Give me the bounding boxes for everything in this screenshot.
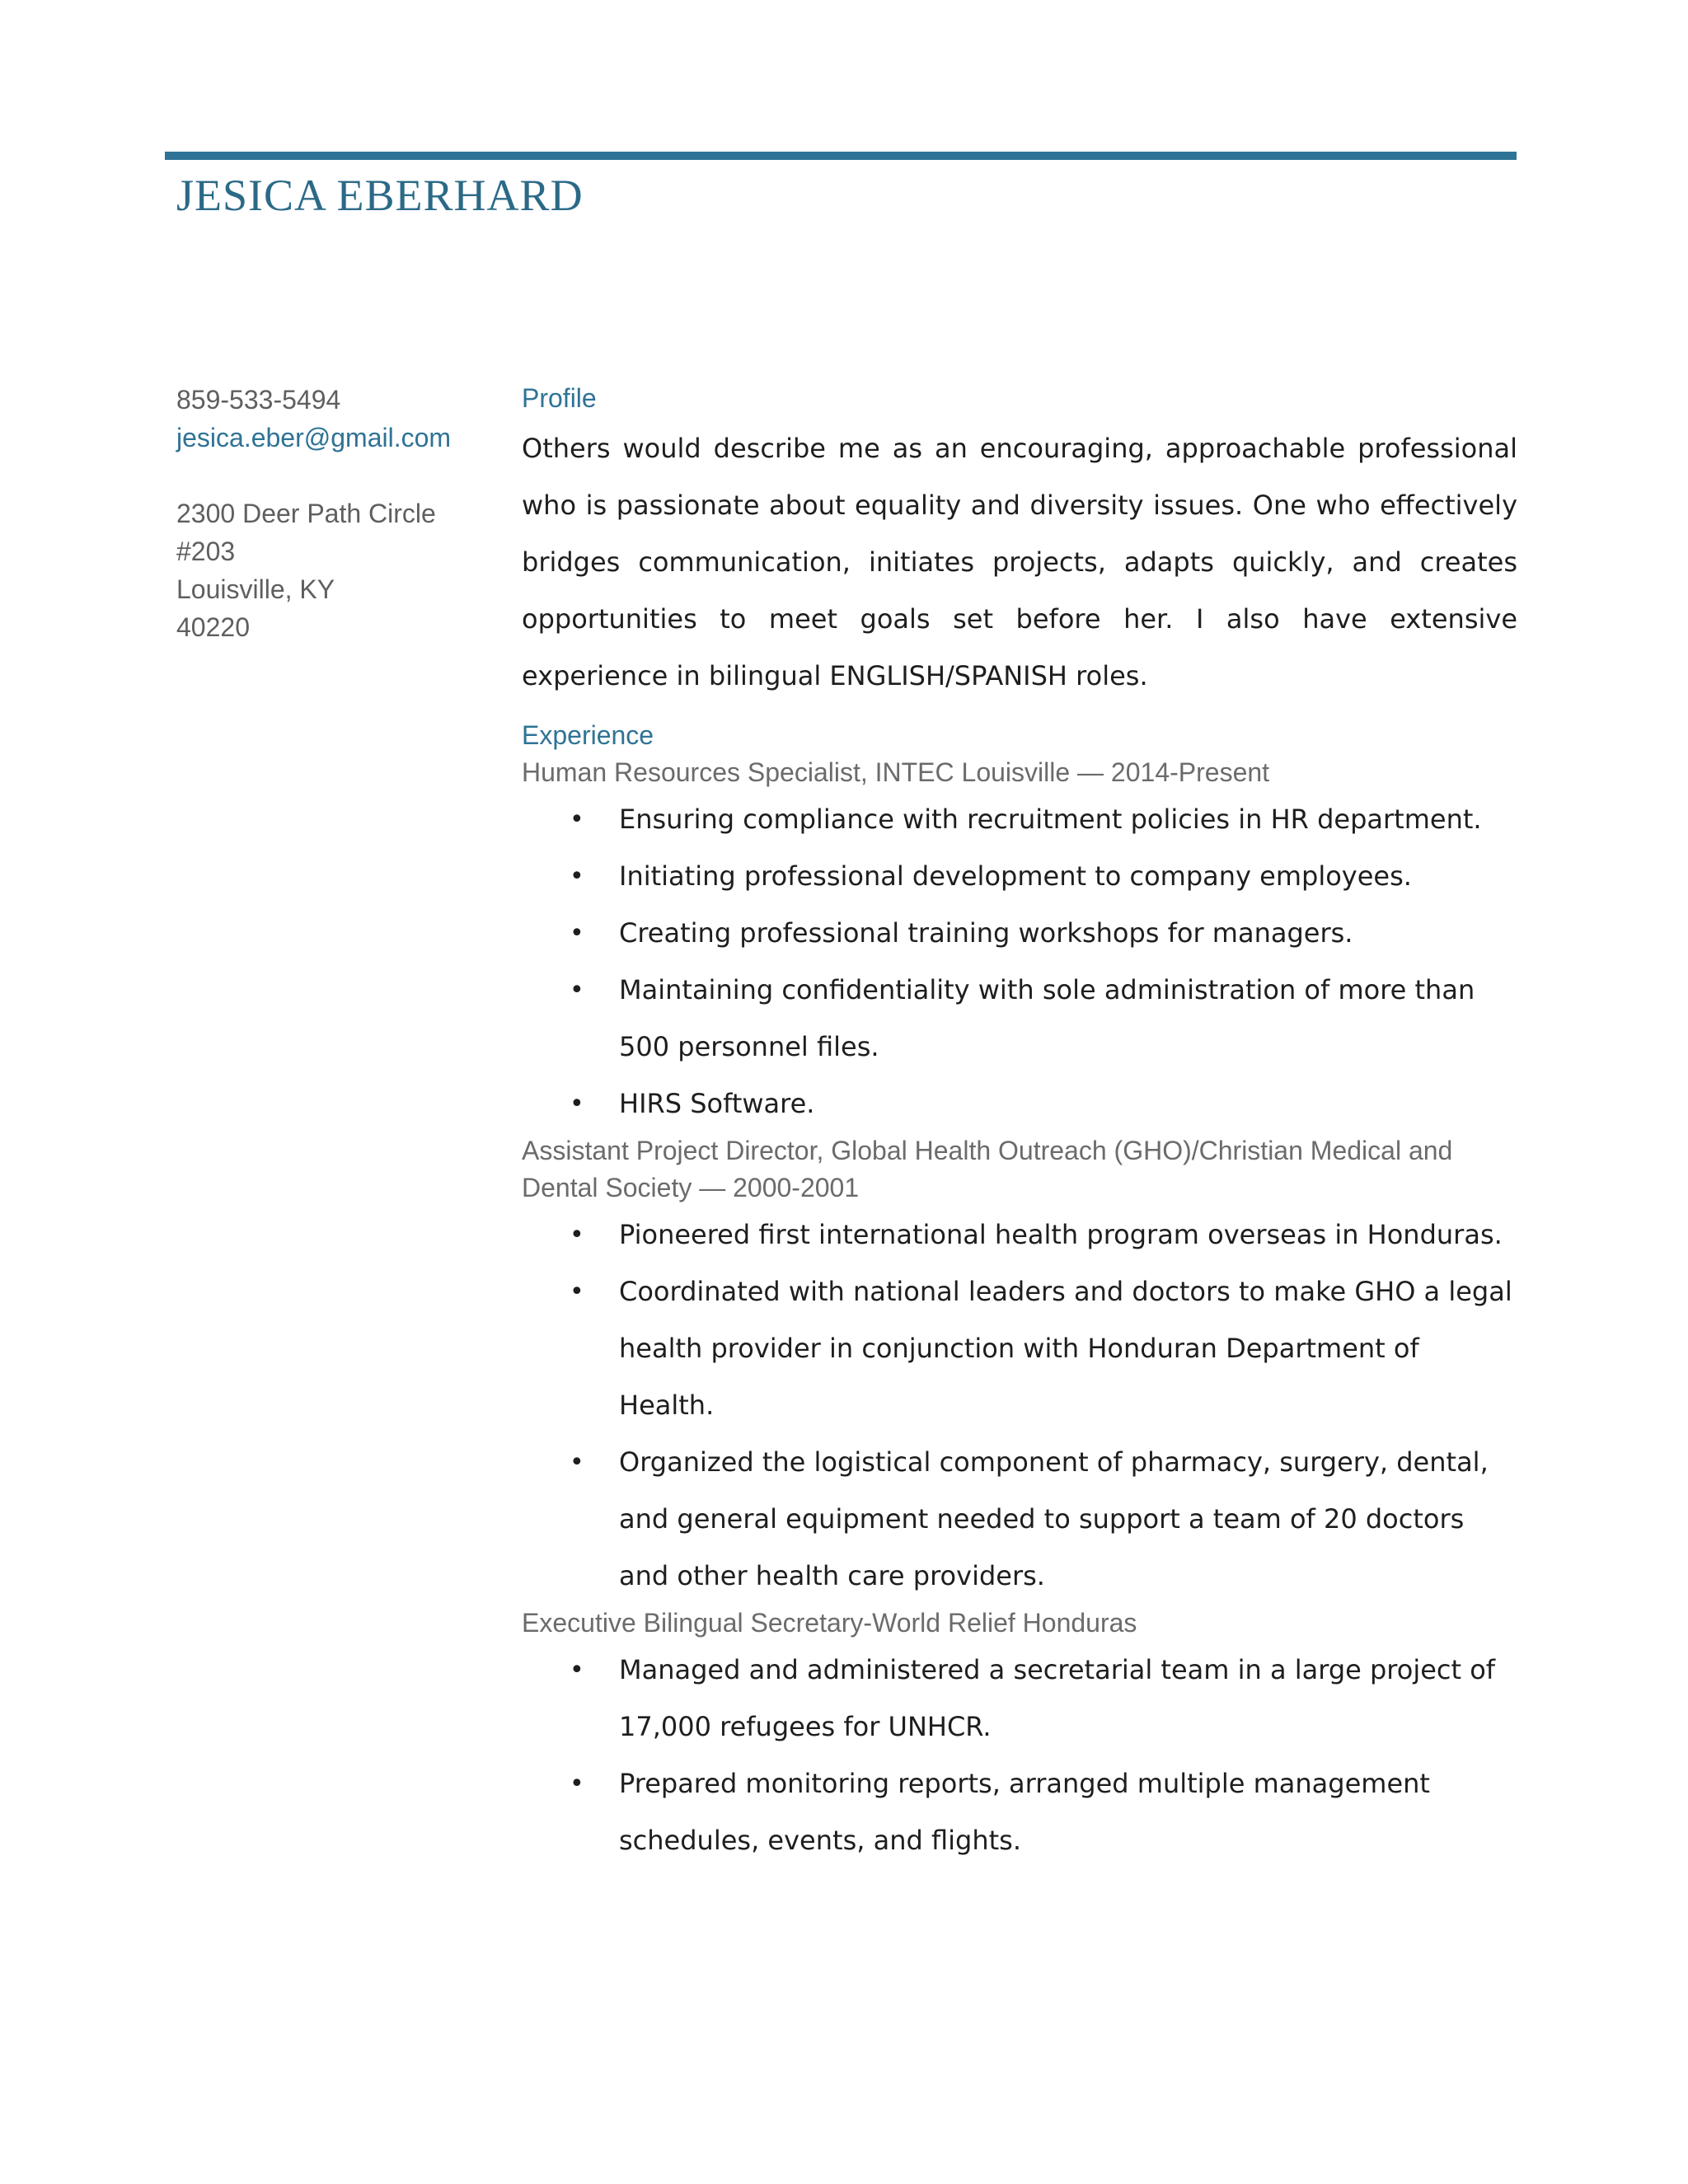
candidate-name: JESICA EBERHARD bbox=[176, 171, 584, 220]
job-title: Assistant Project Director, Global Health Outreach (GHO)/Christian Medical and Dental Society — 2000-2001 bbox=[522, 1136, 1453, 1202]
list-item-text: HIRS Software. bbox=[619, 1088, 815, 1119]
contact-spacer bbox=[176, 457, 490, 494]
address-line: #203 bbox=[176, 537, 236, 566]
list-item-text: Pioneered first international health program overseas in Honduras. bbox=[619, 1219, 1503, 1250]
phone-number: 859-533-5494 bbox=[176, 385, 341, 415]
bullet-icon: • bbox=[570, 1090, 584, 1118]
list-item bbox=[570, 1076, 1517, 1132]
list-item-text: Managed and administered a secretarial team in a large project of 17,000 refugees for UNHCR. bbox=[619, 1654, 1496, 1742]
list-item bbox=[570, 962, 1517, 1076]
job-bullet-list bbox=[522, 791, 1517, 1132]
address-line: 2300 Deer Path Circle bbox=[176, 499, 436, 528]
bullet-icon: • bbox=[570, 919, 584, 948]
job-bullet-list bbox=[522, 1642, 1517, 1869]
list-item bbox=[570, 905, 1517, 962]
list-item-text: Organized the logistical component of pharmacy, surgery, dental, and general equipment needed to support a team of 20 doctors and other health care providers. bbox=[619, 1446, 1489, 1591]
list-item bbox=[570, 1434, 1517, 1605]
header-divider bbox=[165, 152, 1517, 160]
job-entry bbox=[522, 1605, 1517, 1869]
address-line: Louisville, KY bbox=[176, 574, 335, 604]
list-item bbox=[570, 1207, 1517, 1263]
bullet-icon: • bbox=[570, 805, 584, 834]
list-item-text: Ensuring compliance with recruitment policies in HR department. bbox=[619, 804, 1482, 835]
job-bullet-list bbox=[522, 1207, 1517, 1605]
job-title: Executive Bilingual Secretary-World Relief Honduras bbox=[522, 1608, 1137, 1638]
profile-heading: Profile bbox=[522, 383, 597, 413]
list-item bbox=[570, 848, 1517, 905]
list-item-text: Prepared monitoring reports, arranged multiple management schedules, events, and flights. bbox=[619, 1768, 1430, 1856]
list-item bbox=[570, 1642, 1517, 1755]
list-item-text: Creating professional training workshops for managers. bbox=[619, 917, 1353, 949]
contact-column bbox=[176, 381, 490, 646]
email-link[interactable]: jesica.eber@gmail.com bbox=[176, 423, 452, 452]
list-item bbox=[570, 1755, 1517, 1869]
bullet-icon: • bbox=[570, 1448, 584, 1477]
list-item-text: Coordinated with national leaders and doctors to make GHO a legal health provider in conjunction with Honduran Department of Health. bbox=[619, 1276, 1512, 1421]
list-item-text: Maintaining confidentiality with sole administration of more than 500 personnel files. bbox=[619, 974, 1475, 1062]
bullet-icon: • bbox=[570, 1656, 584, 1685]
job-entry bbox=[522, 754, 1517, 1132]
profile-text: Others would describe me as an encouraging, approachable professional who is passionate about equality and diversity issues. One who effectively bridges communication, initiates projects, adapts quickly, and creates opportunities to meet goals set before her. I also have extensive experience in bilingual ENGLISH/SPANISH roles. bbox=[522, 433, 1517, 691]
bullet-icon: • bbox=[570, 1277, 584, 1306]
main-column bbox=[522, 379, 1517, 1869]
bullet-icon: • bbox=[570, 862, 584, 891]
list-item-text: Initiating professional development to company employees. bbox=[619, 860, 1412, 892]
list-item bbox=[570, 791, 1517, 848]
list-item bbox=[570, 1263, 1517, 1434]
job-title: Human Resources Specialist, INTEC Louisville — 2014-Present bbox=[522, 757, 1270, 787]
bullet-icon: • bbox=[570, 976, 584, 1005]
experience-heading: Experience bbox=[522, 720, 654, 750]
address-line: 40220 bbox=[176, 612, 250, 642]
bullet-icon: • bbox=[570, 1769, 584, 1798]
bullet-icon: • bbox=[570, 1221, 584, 1249]
job-entry bbox=[522, 1132, 1517, 1605]
